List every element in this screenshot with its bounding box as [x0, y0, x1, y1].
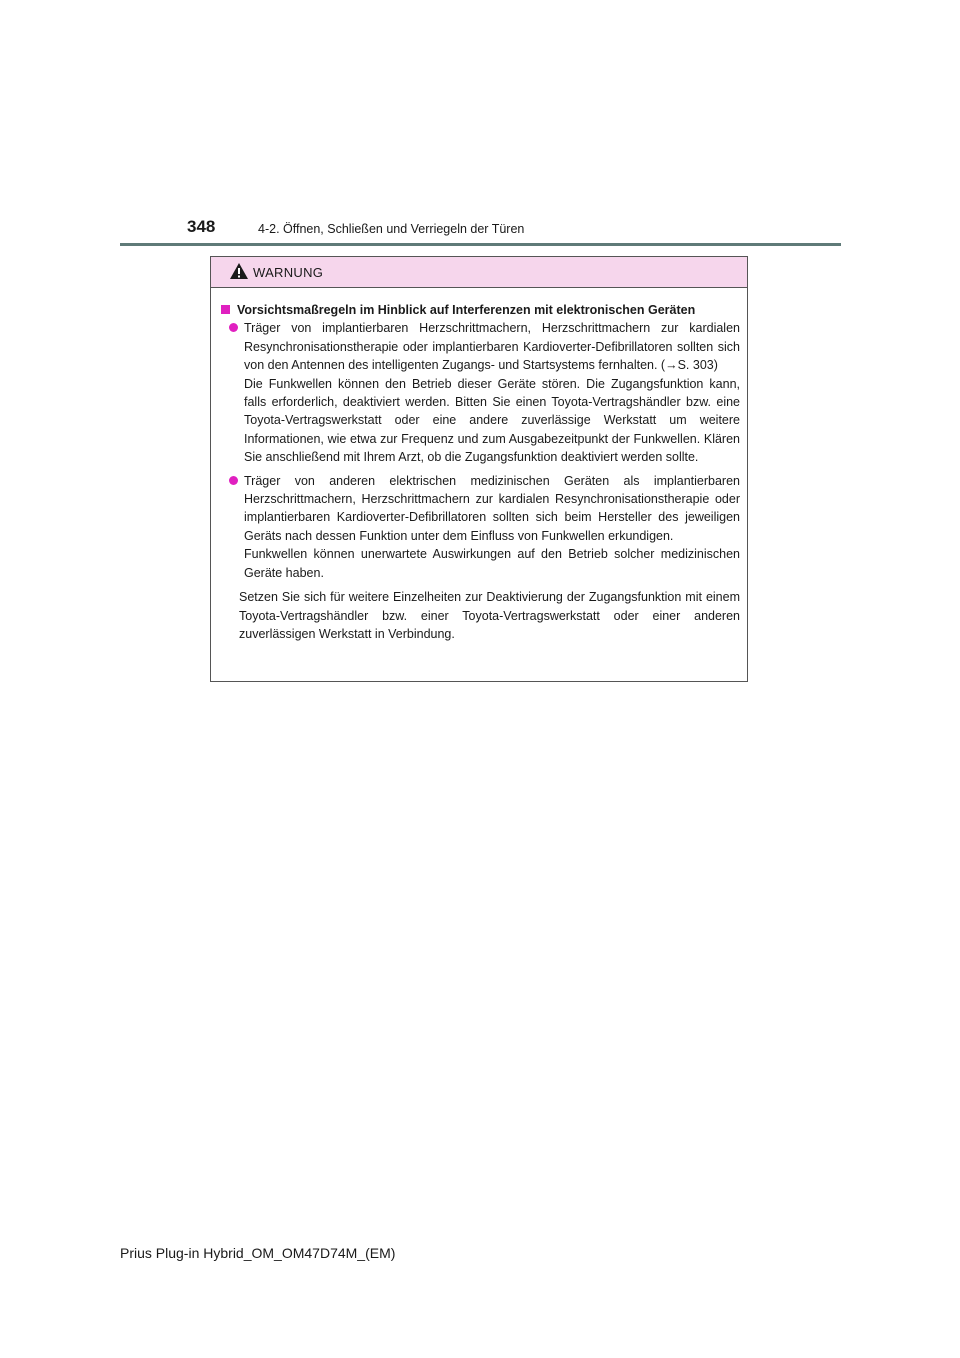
section-title: 4-2. Öffnen, Schließen und Verriegeln der Türen [258, 222, 525, 236]
list-item [229, 472, 740, 582]
list-item-text [244, 472, 740, 582]
warning-header [211, 257, 747, 288]
header-divider [120, 243, 841, 246]
warning-heading [221, 301, 740, 319]
square-bullet-icon [221, 305, 230, 314]
page-number: 348 [187, 217, 216, 236]
list-item-paragraph: Funkwellen können unerwartete Auswirkungen auf den Betrieb solcher medizinischen Geräte haben. [244, 547, 740, 580]
list-item-paragraph: Träger von implantierbaren Herzschrittmachern, Herzschrittmachern zur kardialen Resynchronisationstherapie oder implantierbaren Kardioverter-Defibrillatoren sollten sich von den Antennen des intelligenten Zugangs- und Startsystems fernhalten. (→S. 303) [244, 321, 740, 373]
list-item-text [244, 319, 740, 466]
footer-manual-id: Prius Plug-in Hybrid_OM_OM47D74M_(EM) [120, 1245, 396, 1261]
warning-heading-text: Vorsichtsmaßregeln im Hinblick auf Interferenzen mit elektronischen Geräten [237, 303, 696, 317]
warning-body [211, 288, 747, 643]
circle-bullet-icon [229, 323, 238, 332]
list-item [229, 319, 740, 466]
warning-box [210, 256, 748, 682]
warning-triangle-icon [229, 262, 249, 280]
list-item-paragraph: Die Funkwellen können den Betrieb dieser Geräte stören. Die Zugangsfunktion kann, falls erforderlich, deaktiviert werden. Bitten Sie einen Toyota-Vertragshändler bzw. eine Toyota-Vertragswerkstatt oder eine andere zuverlässige Werkstatt um weitere Informationen, wie etwa zur Frequenz und zum Ausgabezeitpunkt der Funkwellen. Klären Sie anschließend mit Ihrem Arzt, ob die Zugangsfunktion deaktiviert werden sollte. [244, 376, 740, 465]
circle-bullet-icon [229, 476, 238, 485]
closing-paragraph: Setzen Sie sich für weitere Einzelheiten zur Deaktivierung der Zugangsfunktion mit einem Toyota-Vertragshändler bzw. einer Toyota-Vertragswerkstatt oder einer anderen zuverlässigen Werkstatt in Verbindung. [239, 590, 740, 641]
warning-title: WARNUNG [253, 265, 324, 280]
list-item-paragraph: Träger von anderen elektrischen medizinischen Geräten als implantierbaren Herzschrittmachern, Herzschrittmachern zur kardialen Resynchronisationstherapie oder implantierbaren Kardioverter-Defibrillatoren sollten sich beim Hersteller des jeweiligen Geräts nach dessen Funktion unter dem Einfluss von Funkwellen erkundigen. [244, 473, 740, 543]
